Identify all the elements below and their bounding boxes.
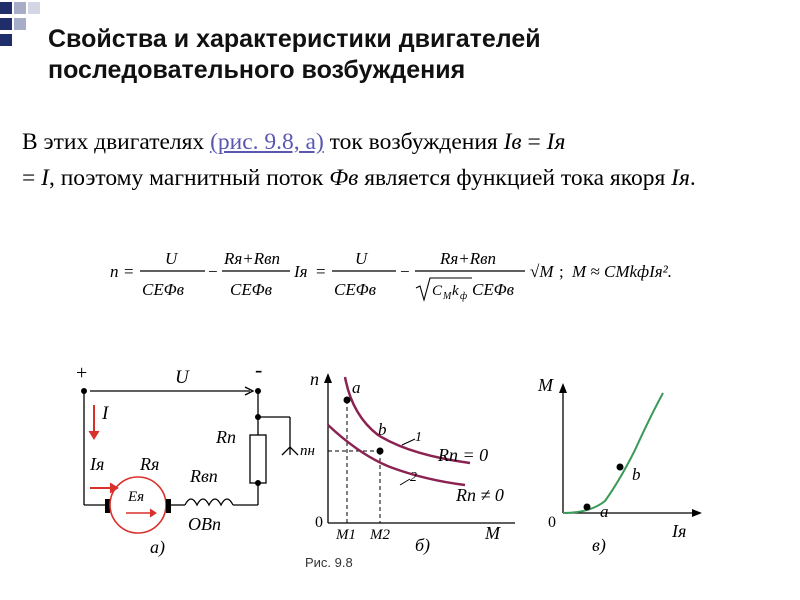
formula-rsum: Rя+Rвп [440, 249, 497, 268]
circuit-caption-a: а) [150, 537, 165, 557]
chart-v-point-a [584, 504, 591, 511]
symbol-iya: Iя [671, 165, 690, 191]
chart-v-label-a: a [600, 502, 609, 521]
circuit-rp-label: Rп [216, 427, 236, 447]
chart-b-xtick-m2: M2 [370, 527, 390, 543]
slide-title-line2: последовательного возбуждения [48, 56, 466, 84]
body-paragraph [22, 124, 752, 196]
formula-n: n [110, 262, 119, 281]
chart-v-origin: 0 [548, 514, 556, 531]
chart-b-label-a: a [352, 378, 361, 397]
circuit-iya-label: Iя [90, 454, 105, 474]
formula-cefv: CEΦв [334, 280, 377, 299]
figure-9-8 [60, 355, 740, 600]
chart-b-point-b [377, 448, 384, 455]
chart-b-ylabel: n [310, 369, 319, 389]
para-text: является функцией тока якоря [358, 165, 672, 191]
chart-b [300, 369, 515, 556]
circuit-minus-label: - [255, 357, 263, 382]
formula-eq: = [316, 262, 326, 281]
svg-text:−: − [400, 262, 410, 281]
chart-b-series-1-label: 1 [415, 430, 422, 445]
chart-b-ytick: nн [300, 443, 315, 459]
svg-text:M: M [443, 291, 452, 302]
formula-iya: Iя [294, 262, 308, 281]
circuit-i-label: I [102, 403, 109, 424]
chart-v [537, 375, 702, 556]
para-text: . [689, 165, 696, 191]
speed-formula [110, 240, 710, 325]
formula-cefv: CEΦв [142, 280, 185, 299]
chart-b-series-2-label: 2 [410, 470, 417, 485]
para-text: В этих двигателях [22, 129, 211, 155]
chart-b-label-b: b [378, 420, 387, 439]
chart-v-ylabel: M [538, 375, 553, 395]
svg-text:−: − [208, 262, 218, 281]
formula-sep: ; [559, 262, 564, 281]
slide-title-line1: Свойства и характеристики двигателей [48, 25, 541, 53]
para-text: = [22, 165, 42, 191]
chart-b-point-a [344, 397, 351, 404]
circuit-rya-label: Rя [140, 454, 160, 474]
circuit-plus-label: + [76, 362, 88, 384]
formula-sqrtm: √M [530, 262, 554, 281]
formula-rsum: Rя+Rвп [224, 249, 281, 268]
svg-text:ф: ф [460, 291, 468, 302]
svg-text:k: k [452, 283, 459, 299]
para-text: = [521, 129, 547, 155]
chart-b-xlabel: M [485, 523, 500, 543]
formula-eq: = [124, 262, 134, 281]
chart-v-label-b: b [632, 465, 641, 484]
chart-v-point-b [617, 464, 624, 471]
para-text: ток возбуждения [323, 129, 504, 155]
figure-reference-link[interactable]: (рис. 9.8, а) [210, 129, 324, 155]
symbol-iv: Iв [503, 129, 522, 155]
formula-U: U [355, 249, 368, 268]
para-text: , поэтому магнитный поток [48, 165, 330, 191]
chart-b-legend-2: Rп ≠ 0 [456, 485, 504, 505]
symbol-fv: Фв [329, 165, 359, 191]
chart-b-origin: 0 [315, 514, 323, 531]
chart-v-xlabel: Iя [672, 521, 687, 541]
circuit-rvp-label: Rвп [190, 466, 218, 486]
chart-b-caption: б) [415, 535, 431, 555]
symbol-iya: Iя [546, 129, 566, 155]
formula-cefv: CEΦв [230, 280, 273, 299]
chart-b-xtick-m1: M1 [336, 527, 356, 543]
circuit-u-label: U [175, 367, 189, 388]
formula-cefv: CEΦв [472, 280, 515, 299]
circuit-obp-label: OBп [188, 514, 221, 534]
formula-approx: M ≈ CMkфIя². [572, 262, 673, 281]
formula-U: U [165, 249, 178, 268]
chart-b-legend-1: Rп = 0 [438, 445, 489, 465]
circuit-eya-label: Eя [128, 489, 145, 505]
figure-caption: Рис. 9.8 [305, 555, 353, 570]
symbol-i: I [41, 165, 49, 191]
svg-text:C: C [432, 283, 443, 299]
slide-title [48, 24, 788, 86]
chart-v-curve [563, 393, 663, 513]
chart-v-caption: в) [592, 535, 606, 555]
circuit-diagram [76, 357, 298, 558]
